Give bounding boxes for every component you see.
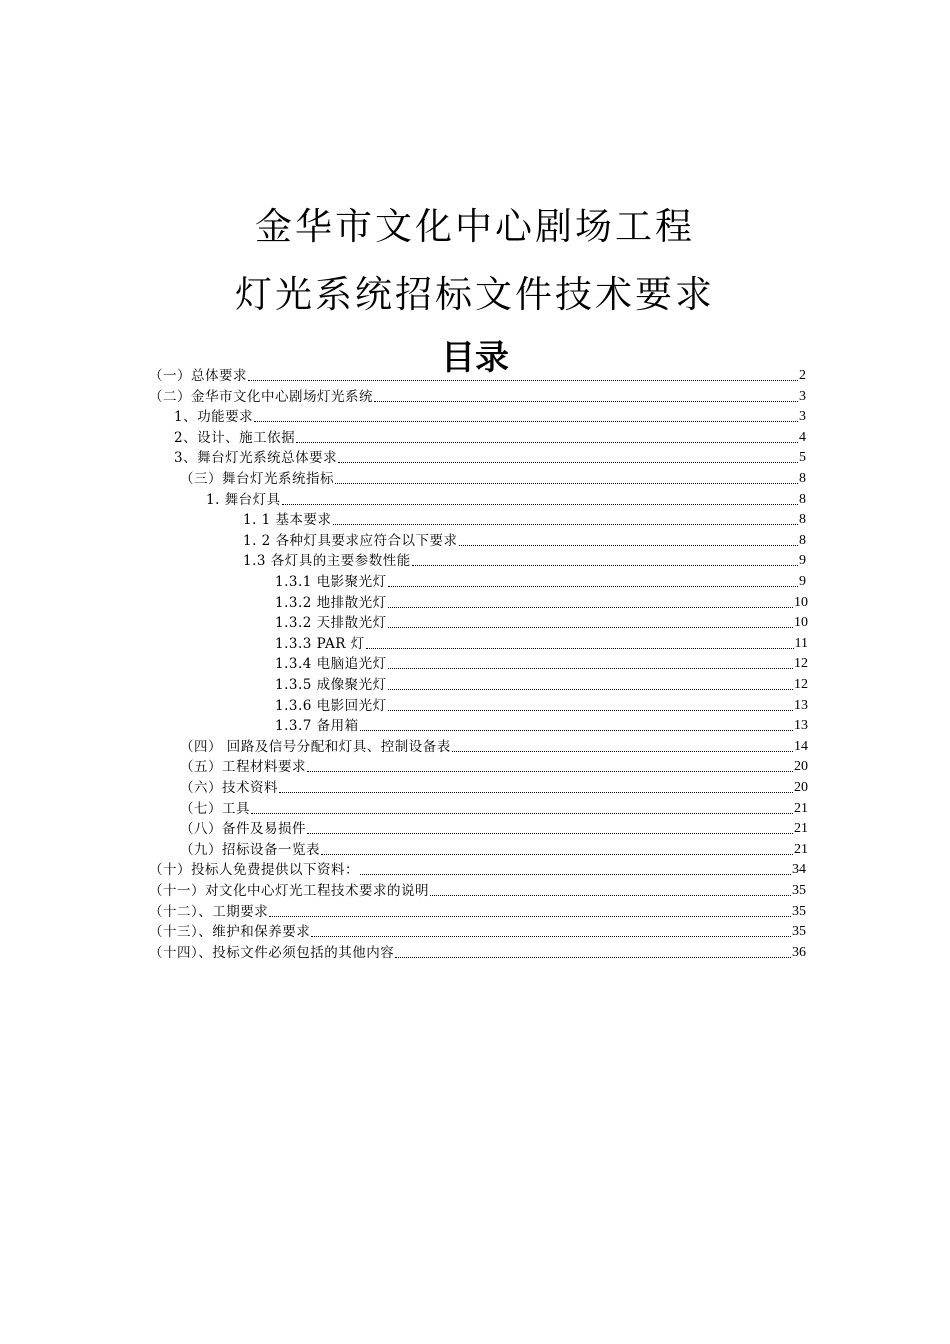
- toc-entry-label: （六）技术资料: [180, 780, 278, 796]
- toc-entry-label: （八）备件及易损件: [180, 821, 306, 838]
- toc-entry-label: （二）金华市文化中心剧场灯光系统: [149, 388, 373, 405]
- toc-entry[interactable]: [275, 572, 806, 592]
- toc-entry[interactable]: [174, 407, 806, 427]
- toc-entry-label: 3、舞台灯光系统总体要求: [174, 450, 338, 467]
- toc-entry-label: 1.3.4 电脑追光灯: [275, 656, 387, 673]
- toc-entry-label: 1. 舞台灯具: [206, 491, 281, 508]
- toc-entry-label: （一）总体要求: [149, 368, 247, 384]
- toc-entry[interactable]: [275, 654, 808, 674]
- toc-entry-page-number: 21: [794, 800, 808, 816]
- toc-entry-page-number: 10: [794, 594, 808, 610]
- toc-dot-leader: [335, 483, 798, 484]
- toc-dot-leader: [366, 648, 794, 649]
- toc-dot-leader: [248, 380, 798, 381]
- toc-dot-leader: [307, 833, 793, 834]
- toc-entry[interactable]: [275, 613, 808, 633]
- toc-dot-leader: [296, 442, 798, 443]
- toc-entry-page-number: 11: [794, 635, 808, 651]
- toc-dot-leader: [395, 957, 791, 958]
- toc-entry-page-number: 35: [792, 903, 806, 919]
- toc-entry[interactable]: [180, 819, 808, 839]
- toc-dot-leader: [388, 627, 793, 628]
- toc-dot-leader: [360, 730, 793, 731]
- toc-entry-page-number: 36: [792, 944, 806, 960]
- toc-entry-page-number: 20: [794, 759, 808, 775]
- toc-entry[interactable]: [149, 881, 806, 901]
- toc-entry-label: （四） 回路及信号分配和灯具、控制设备表: [180, 738, 451, 755]
- toc-dot-leader: [452, 751, 793, 752]
- toc-entry[interactable]: [275, 675, 808, 695]
- toc-dot-leader: [388, 586, 798, 587]
- toc-entry[interactable]: [149, 387, 806, 407]
- toc-entry[interactable]: [243, 510, 806, 530]
- toc-entry-label: 1.3 各灯具的主要参数性能: [243, 553, 411, 570]
- toc-entry-page-number: 2: [799, 368, 806, 383]
- toc-entry-page-number: 14: [794, 738, 808, 754]
- toc-dot-leader: [338, 462, 798, 463]
- toc-entry-page-number: 4: [799, 429, 806, 445]
- toc-entry[interactable]: [149, 366, 806, 386]
- toc-entry[interactable]: [243, 551, 806, 571]
- toc-entry[interactable]: [180, 840, 808, 860]
- toc-entry-label: （五）工程材料要求: [180, 759, 306, 776]
- toc-entry-label: （十三）、维护和保养要求: [149, 924, 311, 941]
- toc-entry-label: 1.3.6 电影回光灯: [275, 697, 387, 714]
- toc-entry-page-number: 35: [792, 883, 806, 898]
- toc-entry[interactable]: [180, 737, 808, 757]
- toc-entry-label: 1. 1 基本要求: [243, 512, 332, 529]
- toc-entry[interactable]: [180, 469, 806, 489]
- toc-entry[interactable]: [206, 490, 806, 510]
- toc-dot-leader: [279, 792, 793, 793]
- toc-dot-leader: [321, 854, 793, 855]
- toc-entry-label: （三）舞台灯光系统指标: [180, 471, 334, 487]
- toc-entry-label: 2、设计、施工依据: [174, 429, 296, 446]
- toc-dot-leader: [333, 524, 798, 525]
- toc-dot-leader: [412, 565, 798, 566]
- toc-dot-leader: [254, 421, 798, 422]
- document-title-line1: 金华市文化中心剧场工程: [255, 205, 695, 248]
- toc-entry[interactable]: [275, 593, 808, 613]
- toc-entry[interactable]: [149, 922, 806, 942]
- toc-entry-page-number: 3: [799, 409, 806, 425]
- toc-dot-leader: [269, 916, 791, 917]
- toc-entry[interactable]: [174, 448, 806, 468]
- toc-dot-leader: [307, 771, 793, 772]
- toc-entry-label: （十二）、工期要求: [149, 903, 269, 920]
- toc-entry-page-number: 8: [799, 512, 806, 528]
- toc-entry-label: 1、功能要求: [174, 409, 254, 426]
- toc-entry-page-number: 10: [794, 615, 808, 631]
- toc-entry[interactable]: [180, 799, 808, 819]
- toc-entry-page-number: 20: [794, 780, 808, 795]
- document-title-line2: 灯光系统招标文件技术要求: [235, 273, 715, 316]
- toc-entry[interactable]: [275, 634, 808, 654]
- toc-entry[interactable]: [174, 428, 806, 448]
- toc-entry-label: 1.3.2 天排散光灯: [275, 615, 387, 632]
- toc-dot-leader: [388, 668, 793, 669]
- toc-entry-page-number: 8: [799, 471, 806, 486]
- toc-dot-leader: [282, 504, 798, 505]
- toc-dot-leader: [311, 936, 791, 937]
- toc-entry-page-number: 12: [794, 677, 808, 692]
- toc-entry-page-number: 9: [799, 574, 806, 589]
- toc-entry[interactable]: [243, 531, 806, 551]
- toc-entry-label: （十四）、投标文件必须包括的其他内容: [149, 944, 395, 961]
- toc-entry-label: 1. 2 各种灯具要求应符合以下要求: [243, 532, 458, 549]
- toc-entry[interactable]: [180, 778, 808, 798]
- toc-entry-page-number: 21: [794, 821, 808, 837]
- toc-entry-label: （九）招标设备一览表: [180, 841, 320, 858]
- toc-dot-leader: [374, 401, 798, 402]
- toc-entry-label: 1.3.5 成像聚光灯: [275, 677, 387, 693]
- toc-entry[interactable]: [275, 696, 808, 716]
- toc-entry-page-number: 34: [792, 862, 806, 878]
- toc-entry-page-number: 21: [794, 841, 808, 857]
- toc-dot-leader: [388, 689, 793, 690]
- toc-heading: 目录: [441, 338, 509, 378]
- toc-entry-label: 1.3.3 PAR 灯: [275, 635, 365, 652]
- toc-entry-label: 1.3.7 备用箱: [275, 718, 359, 735]
- toc-entry-page-number: 13: [794, 697, 808, 713]
- toc-entry-label: 1.3.1 电影聚光灯: [275, 574, 387, 590]
- toc-entry-page-number: 8: [799, 491, 806, 507]
- toc-entry-page-number: 5: [799, 450, 806, 466]
- toc-entry-page-number: 9: [799, 553, 806, 569]
- toc-entry-label: 1.3.2 地排散光灯: [275, 594, 387, 611]
- toc-dot-leader: [388, 710, 793, 711]
- toc-dot-leader: [360, 874, 791, 875]
- toc-entry-label: （十）投标人免费提供以下资料：: [149, 862, 359, 879]
- toc-dot-leader: [430, 895, 791, 896]
- toc-entry-page-number: 35: [792, 924, 806, 940]
- toc-entry[interactable]: [149, 860, 806, 880]
- toc-entry-page-number: 3: [799, 388, 806, 404]
- toc-dot-leader: [459, 545, 798, 546]
- toc-dot-leader: [388, 607, 793, 608]
- toc-entry-page-number: 12: [794, 656, 808, 672]
- toc-entry[interactable]: [149, 943, 806, 963]
- toc-entry[interactable]: [275, 716, 808, 736]
- toc-entry[interactable]: [180, 757, 808, 777]
- toc-dot-leader: [251, 813, 793, 814]
- toc-entry-page-number: 8: [799, 532, 806, 548]
- toc-entry-label: （十一）对文化中心灯光工程技术要求的说明: [149, 883, 429, 899]
- toc-entry[interactable]: [149, 902, 806, 922]
- toc-entry-page-number: 13: [794, 718, 808, 734]
- toc-entry-label: （七）工具: [180, 800, 250, 817]
